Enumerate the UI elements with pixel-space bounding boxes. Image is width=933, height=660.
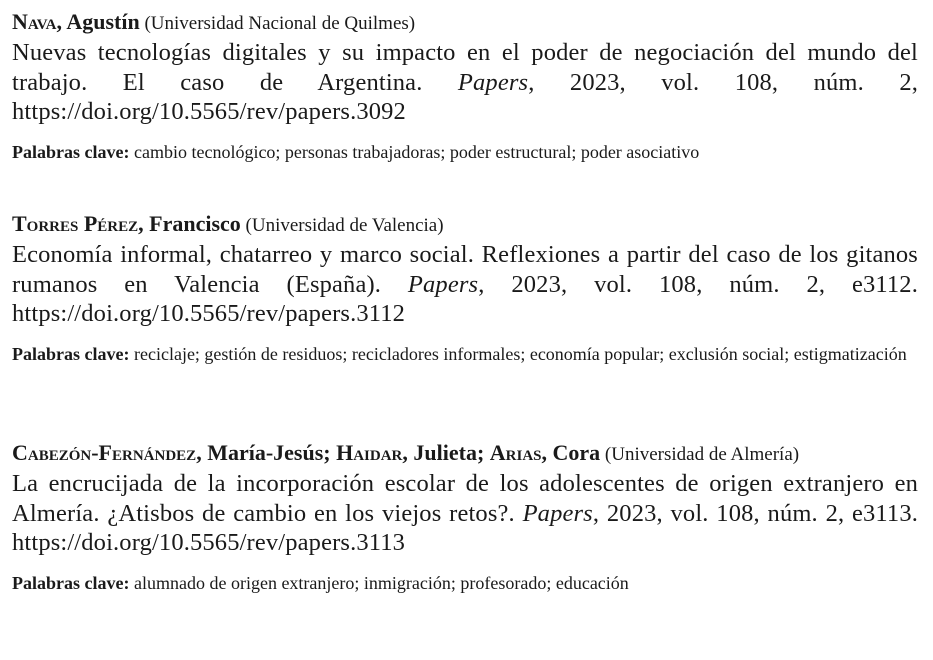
keywords-label: Palabras clave: xyxy=(12,141,130,162)
author-surname: Haidar xyxy=(336,440,403,465)
keywords-text: alumnado de origen extranjero; inmigración; profesorado; educación xyxy=(129,572,629,593)
author-affiliation: (Universidad de Almería) xyxy=(600,444,800,465)
journal-name: Papers xyxy=(522,499,593,527)
author-line xyxy=(12,439,918,469)
keywords-text: reciclaje; gestión de residuos; recicladores informales; economía popular; exclusión social; estigmatización xyxy=(129,343,907,364)
article-citation xyxy=(12,240,918,329)
keywords-line xyxy=(12,570,918,596)
author-surname: Torres Pérez xyxy=(12,211,139,236)
article-title: Economía informal, chatarreo y marco social. Reflexiones a partir del caso de los gitanos rumanos en Valencia (España). xyxy=(12,241,918,298)
keywords-label: Palabras clave: xyxy=(12,572,130,593)
article-citation xyxy=(12,469,918,558)
citation-details: , 2023, vol. 108, núm. 2, https://doi.org/10.5565/rev/papers.3092 xyxy=(12,68,918,125)
author-affiliation: (Universidad de Valencia) xyxy=(240,215,444,236)
keywords-text: cambio tecnológico; personas trabajadoras; poder estructural; poder asociativo xyxy=(129,141,700,162)
citation-details: , 2023, vol. 108, núm. 2, e3112. https://doi.org/10.5565/rev/papers.3112 xyxy=(12,270,918,327)
article-title: La encrucijada de la incorporación escolar de los adolescentes de origen extranjero en Almería. ¿Atisbos de cambio en los viejos retos?. xyxy=(12,470,918,527)
author-given-name: , Julieta; xyxy=(402,440,490,465)
author-surname: Nava xyxy=(12,9,57,34)
bibliography-entry xyxy=(12,8,918,165)
journal-name: Papers xyxy=(457,68,529,96)
bibliography-entry xyxy=(12,439,918,596)
author-affiliation: (Universidad Nacional de Quilmes) xyxy=(139,13,416,34)
author-given-name: , Agustín xyxy=(56,9,140,34)
author-line xyxy=(12,210,918,240)
citation-details: , 2023, vol. 108, núm. 2, e3113. https://doi.org/10.5565/rev/papers.3113 xyxy=(12,499,918,556)
author-given-name: , Francisco xyxy=(138,211,241,236)
bibliography-entry xyxy=(12,210,918,367)
keywords-label: Palabras clave: xyxy=(12,343,130,364)
author-given-name: , Cora xyxy=(541,440,601,465)
article-title: Nuevas tecnologías digitales y su impacto en el poder de negociación del mundo del trabajo. El caso de Argentina. xyxy=(12,39,918,96)
author-line xyxy=(12,8,918,38)
author-surname: Cabezón-Fernández xyxy=(12,440,197,465)
article-citation xyxy=(12,38,918,127)
keywords-line xyxy=(12,139,918,165)
author-surname: Arias xyxy=(489,440,542,465)
keywords-line xyxy=(12,341,918,367)
author-given-name: , María-Jesús; xyxy=(196,440,337,465)
journal-name: Papers xyxy=(407,270,479,298)
